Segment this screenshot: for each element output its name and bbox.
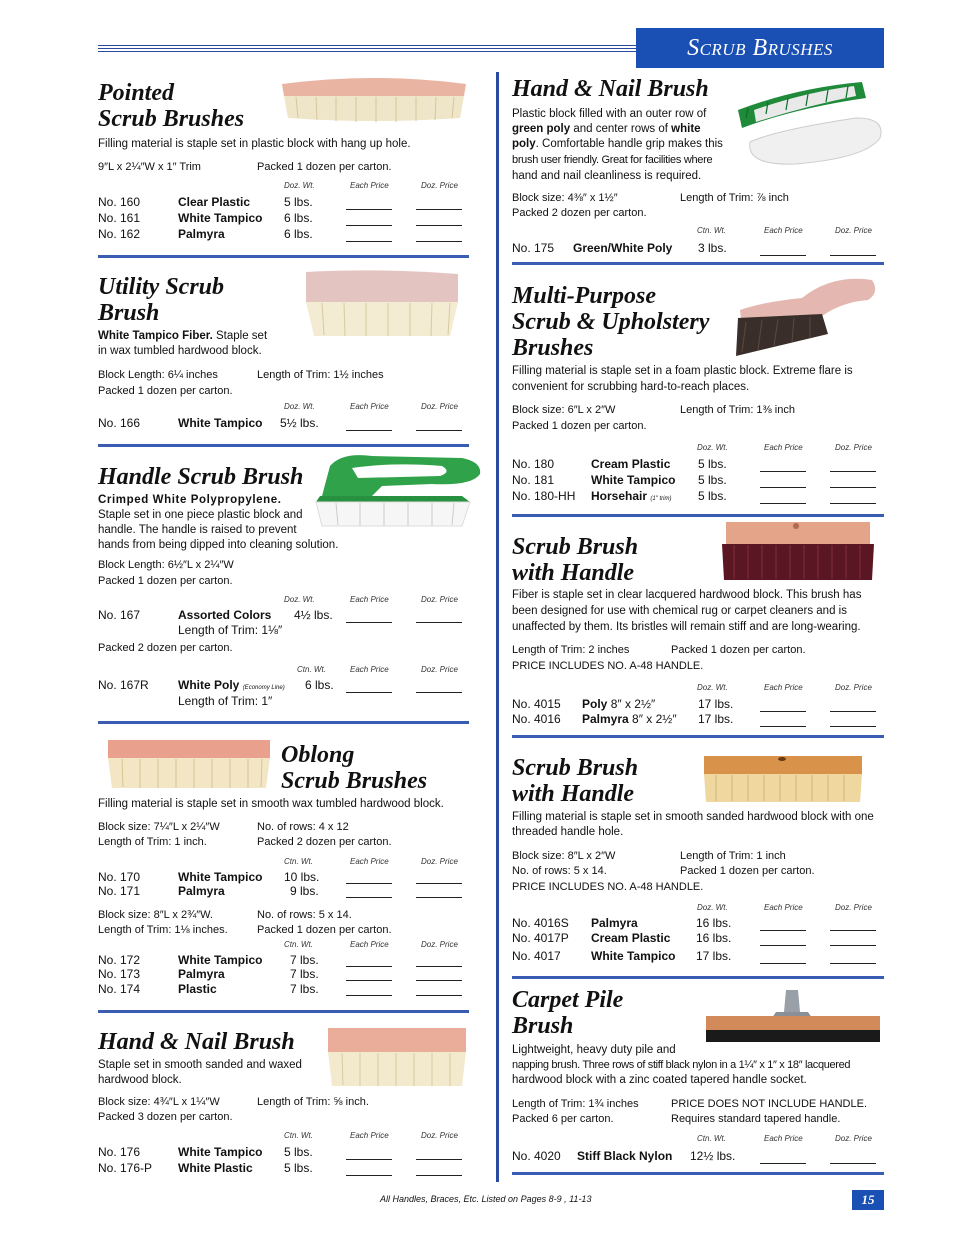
- doz-price-blank[interactable]: [416, 622, 462, 623]
- product-weight: 9 lbs.: [290, 884, 319, 898]
- section-rule: [512, 976, 884, 979]
- table-row: No. 162: [98, 227, 141, 241]
- scrubhandle2-desc1: Filling material is staple set in smooth sanded hardwood block with one: [512, 811, 874, 823]
- handnail2-desc1: Staple set in smooth sanded and waxed: [98, 1059, 302, 1071]
- col-header-doz: Doz. Price: [421, 940, 458, 949]
- col-header-doz: Doz. Price: [835, 226, 872, 235]
- col-header-wt: Ctn. Wt.: [697, 1134, 726, 1143]
- product-weight: 16 lbs.: [696, 916, 732, 930]
- each-price-blank[interactable]: [760, 487, 806, 488]
- table-row: No. 170: [98, 870, 141, 884]
- doz-price-blank[interactable]: [416, 225, 462, 226]
- col-header-wt: Doz. Wt.: [284, 595, 315, 604]
- each-price-blank[interactable]: [760, 1163, 806, 1164]
- product-weight: 5 lbs.: [284, 1161, 313, 1175]
- product-weight: 16 lbs.: [696, 931, 732, 945]
- scrubhandle1-trim: Length of Trim: 2 inches: [512, 644, 630, 656]
- product-name: Clear Plastic: [178, 195, 251, 209]
- carpet-desc3: hardwood block with a zinc coated tapered handle socket.: [512, 1074, 807, 1086]
- carpet-trim: Length of Trim: 1¾ inches: [512, 1098, 639, 1110]
- col-header-each: Each Price: [350, 857, 389, 866]
- col-header-doz: Doz. Price: [835, 683, 872, 692]
- col-header-each: Each Price: [764, 1134, 803, 1143]
- pointed-packed: Packed 1 dozen per carton.: [257, 161, 392, 173]
- handnail1-packed: Packed 2 dozen per carton.: [512, 207, 647, 219]
- oblong-brush-image: [104, 736, 274, 792]
- section-rule: [512, 735, 884, 738]
- handnail2-packed: Packed 3 dozen per carton.: [98, 1111, 233, 1123]
- handnail2-spec: Block size: 4¾″L x 1¼″W: [98, 1096, 220, 1108]
- handnail1-desc1: Plastic block filled with an outer row of: [512, 108, 707, 120]
- product-weight: 6 lbs.: [305, 678, 334, 692]
- table-row: No. 180: [512, 457, 555, 471]
- oblong-spec2: Block size: 8″L x 2¾″W.: [98, 909, 213, 921]
- handle-title: Handle Scrub Brush: [98, 464, 304, 490]
- product-name: Palmyra: [178, 227, 225, 241]
- scrubhandle1-desc3: unaffected by them. Its bristles will remain stiff and are long-wearing.: [512, 621, 861, 633]
- col-header-doz: Doz. Price: [421, 1131, 458, 1140]
- product-weight: 10 lbs.: [284, 870, 320, 884]
- section-rule: [98, 255, 469, 258]
- product-name: Cream Plastic: [591, 457, 671, 471]
- product-name: Cream Plastic: [591, 931, 671, 945]
- product-name: White Tampico: [178, 953, 263, 967]
- pointed-title: Pointed Scrub Brushes: [98, 80, 245, 132]
- col-header-each: Each Price: [764, 226, 803, 235]
- handle-brush-image: [312, 452, 484, 530]
- oblong-packed: Packed 2 dozen per carton.: [257, 836, 392, 848]
- each-price-blank[interactable]: [346, 241, 392, 242]
- section-rule: [512, 514, 884, 517]
- product-name: White Tampico: [178, 1145, 263, 1159]
- table-row: No. 171: [98, 884, 141, 898]
- pointed-spec: 9″L x 2¼″W x 1″ Trim: [98, 161, 201, 173]
- product-name: Horsehair (1″ trim): [591, 489, 672, 503]
- product-name: White Tampico: [591, 949, 676, 963]
- scrubhandle2-title: Scrub Brush with Handle: [512, 755, 639, 807]
- product-weight: 17 lbs.: [696, 949, 732, 963]
- each-price-blank[interactable]: [760, 255, 806, 256]
- handnail1-brush-image: [736, 78, 884, 170]
- col-header-doz: Doz. Price: [421, 857, 458, 866]
- product-trim: Length of Trim: 1″: [178, 694, 273, 708]
- handnail2-desc2: hardwood block.: [98, 1074, 182, 1086]
- table-row: No. 175: [512, 241, 555, 255]
- col-header-wt: Doz. Wt.: [697, 443, 728, 452]
- utility-desc2: in wax tumbled hardwood block.: [98, 345, 262, 357]
- utility-trim: Length of Trim: 1½ inches: [257, 369, 384, 381]
- multi-spec: Block size: 6″L x 2″W: [512, 404, 616, 416]
- each-price-blank[interactable]: [760, 726, 806, 727]
- doz-price-blank[interactable]: [830, 963, 876, 964]
- col-header-wt: Ctn. Wt.: [297, 665, 326, 674]
- product-weight: 5 lbs.: [284, 1145, 313, 1159]
- doz-price-blank[interactable]: [416, 897, 462, 898]
- section-rule: [98, 1010, 469, 1013]
- column-divider: [496, 72, 499, 1182]
- scrubhandle1-desc2: been designed for use with chemical rug or carpet cleaners and is: [512, 605, 847, 617]
- handnail1-desc4: brush user friendly. Great for facilities where: [512, 154, 713, 166]
- each-price-blank[interactable]: [346, 966, 392, 967]
- table-row: No. 4017P: [512, 931, 569, 945]
- product-weight: 3 lbs.: [698, 241, 727, 255]
- handnail1-trim: Length of Trim: ⅞ inch: [680, 192, 789, 204]
- handnail2-trim: Length of Trim: ⅝ inch.: [257, 1096, 369, 1108]
- col-header-wt: Doz. Wt.: [697, 683, 728, 692]
- oblong-trim: Length of Trim: 1 inch.: [98, 836, 207, 848]
- doz-price-blank[interactable]: [416, 995, 462, 996]
- product-name: Stiff Black Nylon: [577, 1149, 673, 1163]
- product-name: Palmyra 8″ x 2½″: [582, 712, 677, 726]
- product-weight: 5 lbs.: [698, 473, 727, 487]
- doz-price-blank[interactable]: [416, 692, 462, 693]
- doz-price-blank[interactable]: [830, 711, 876, 712]
- col-header-doz: Doz. Price: [421, 181, 458, 190]
- carpet-desc2: napping brush. Three rows of stiff black nylon in a 1¼″ x 1″ x 18″ lacquered: [512, 1059, 851, 1071]
- product-weight: 17 lbs.: [698, 712, 734, 726]
- scrubhandle2-price-note: PRICE INCLUDES NO. A-48 HANDLE.: [512, 881, 704, 893]
- col-header-wt: Doz. Wt.: [284, 181, 315, 190]
- handnail1-desc3: poly. Comfortable handle grip makes this: [512, 138, 723, 150]
- page-number: 15: [852, 1190, 884, 1210]
- table-row: No. 167: [98, 608, 141, 622]
- each-price-blank[interactable]: [760, 930, 806, 931]
- product-weight: 12½ lbs.: [690, 1149, 736, 1163]
- table-row: No. 176: [98, 1145, 141, 1159]
- product-weight: 4½ lbs.: [294, 608, 333, 622]
- oblong-desc: Filling material is staple set in smooth wax tumbled hardwood block.: [98, 798, 444, 810]
- product-weight: 5 lbs.: [698, 489, 727, 503]
- pointed-desc: Filling material is staple set in plastic block with hang up hole.: [98, 138, 411, 150]
- col-header-each: Each Price: [350, 665, 389, 674]
- handnail2-title: Hand & Nail Brush: [98, 1029, 295, 1055]
- doz-price-blank[interactable]: [830, 1163, 876, 1164]
- doz-price-blank[interactable]: [830, 930, 876, 931]
- scrubhandle1-desc1: Fiber is staple set in clear lacquered hardwood block. This brush has: [512, 589, 862, 601]
- table-row: No. 166: [98, 416, 141, 430]
- product-weight: 7 lbs.: [290, 953, 319, 967]
- scrubhandle1-brush-image: [718, 520, 878, 582]
- col-header-doz: Doz. Price: [421, 665, 458, 674]
- col-header-wt: Ctn. Wt.: [284, 1131, 313, 1140]
- each-price-blank[interactable]: [760, 945, 806, 946]
- table-row: No. 4016: [512, 712, 561, 726]
- product-weight: 6 lbs.: [284, 227, 313, 241]
- product-name: White Tampico: [591, 473, 676, 487]
- handle-spec: Block Length: 6½″L x 2¼″W: [98, 559, 234, 571]
- table-row: No. 173: [98, 967, 141, 981]
- doz-price-blank[interactable]: [416, 883, 462, 884]
- each-price-blank[interactable]: [760, 503, 806, 504]
- multi-brush-image: [732, 272, 882, 360]
- oblong-rows2: No. of rows: 5 x 14.: [257, 909, 352, 921]
- product-weight: 7 lbs.: [290, 982, 319, 996]
- multi-packed: Packed 1 dozen per carton.: [512, 420, 647, 432]
- col-header-doz: Doz. Price: [835, 903, 872, 912]
- table-row: No. 161: [98, 211, 141, 225]
- col-header-wt: Ctn. Wt.: [284, 940, 313, 949]
- oblong-rows: No. of rows: 4 x 12: [257, 821, 349, 833]
- multi-desc2: convenient for scrubbing hard-to-reach places.: [512, 381, 750, 393]
- each-price-blank[interactable]: [760, 711, 806, 712]
- scrubhandle1-price-note: PRICE INCLUDES NO. A-48 HANDLE.: [512, 660, 704, 672]
- col-header-each: Each Price: [764, 903, 803, 912]
- section-rule: [98, 444, 469, 447]
- col-header-each: Each Price: [350, 1131, 389, 1140]
- scrubhandle2-trim: Length of Trim: 1 inch: [680, 850, 786, 862]
- utility-desc: White Tampico Fiber. Staple set: [98, 330, 268, 342]
- oblong-spec: Block size: 7¼″L x 2¼″W: [98, 821, 220, 833]
- doz-price-blank[interactable]: [830, 945, 876, 946]
- product-weight: 7 lbs.: [290, 967, 319, 981]
- table-row: No. 4015: [512, 697, 561, 711]
- handnail2-brush-image: [324, 1022, 470, 1090]
- col-header-each: Each Price: [350, 402, 389, 411]
- each-price-blank[interactable]: [346, 225, 392, 226]
- multi-trim: Length of Trim: 1⅜ inch: [680, 404, 795, 416]
- doz-price-blank[interactable]: [416, 430, 462, 431]
- handle-desc2: handle. The handle is raised to prevent: [98, 524, 297, 536]
- pointed-brush-image: [276, 74, 472, 124]
- section-rule: [98, 721, 469, 724]
- scrubhandle1-packed: Packed 1 dozen per carton.: [671, 644, 806, 656]
- each-price-blank[interactable]: [346, 622, 392, 623]
- scrubhandle2-desc2: threaded handle hole.: [512, 826, 624, 838]
- scrubhandle2-brush-image: [700, 754, 866, 804]
- handnail1-spec: Block size: 4⅜″ x 1½″: [512, 192, 618, 204]
- product-name: Assorted Colors: [178, 608, 272, 622]
- handnail1-desc2: green poly and center rows of white: [512, 123, 701, 135]
- oblong-packed2: Packed 1 dozen per carton.: [257, 924, 392, 936]
- product-trim: Length of Trim: 1⅛″: [178, 623, 283, 637]
- scrubhandle2-spec: Block size: 8″L x 2″W: [512, 850, 616, 862]
- handle-desc1: Staple set in one piece plastic block and: [98, 509, 303, 521]
- doz-price-blank[interactable]: [830, 726, 876, 727]
- doz-price-blank[interactable]: [416, 1159, 462, 1160]
- page-title: Scrub Brushes: [636, 28, 884, 68]
- each-price-blank[interactable]: [760, 963, 806, 964]
- each-price-blank[interactable]: [346, 209, 392, 210]
- scrubhandle1-title: Scrub Brush with Handle: [512, 534, 639, 586]
- col-header-each: Each Price: [350, 595, 389, 604]
- multi-title: Multi-Purpose Scrub & Upholstery Brushes: [512, 283, 710, 361]
- handle-packed2: Packed 2 dozen per carton.: [98, 642, 233, 654]
- col-header-each: Each Price: [350, 181, 389, 190]
- handle-desc-bold: Crimped White Polypropylene.: [98, 494, 282, 506]
- product-weight: 5 lbs.: [698, 457, 727, 471]
- col-header-wt: Doz. Wt.: [284, 402, 315, 411]
- section-rule: [512, 1172, 884, 1175]
- each-price-blank[interactable]: [760, 471, 806, 472]
- footer-note: All Handles, Braces, Etc. Listed on Pages 8-9 , 11-13: [380, 1194, 592, 1204]
- doz-price-blank[interactable]: [416, 241, 462, 242]
- product-name: Poly 8″ x 2½″: [582, 697, 656, 711]
- doz-price-blank[interactable]: [830, 503, 876, 504]
- col-header-doz: Doz. Price: [421, 402, 458, 411]
- carpet-title: Carpet Pile Brush: [512, 987, 624, 1039]
- carpet-price-note: PRICE DOES NOT INCLUDE HANDLE.: [671, 1098, 868, 1110]
- header-rule: [98, 45, 638, 53]
- product-name: Green/White Poly: [573, 241, 673, 255]
- table-row: No. 4020: [512, 1149, 561, 1163]
- doz-price-blank[interactable]: [830, 471, 876, 472]
- oblong-trim2: Length of Trim: 1⅛ inches.: [98, 924, 228, 936]
- table-row: No. 172: [98, 953, 141, 967]
- product-name: Palmyra: [178, 967, 225, 981]
- product-weight: 6 lbs.: [284, 211, 313, 225]
- utility-title: Utility Scrub Brush: [98, 274, 225, 326]
- table-row: No. 180-HH: [512, 489, 576, 503]
- oblong-title: Oblong Scrub Brushes: [281, 742, 428, 794]
- product-weight: 17 lbs.: [698, 697, 734, 711]
- handle-packed: Packed 1 dozen per carton.: [98, 575, 233, 587]
- product-name: Palmyra: [178, 884, 225, 898]
- doz-price-blank[interactable]: [416, 980, 462, 981]
- table-row: No. 174: [98, 982, 141, 996]
- product-name: White Tampico: [178, 870, 263, 884]
- carpet-desc1: Lightweight, heavy duty pile and: [512, 1044, 676, 1056]
- each-price-blank[interactable]: [346, 897, 392, 898]
- table-row: No. 160: [98, 195, 141, 209]
- each-price-blank[interactable]: [346, 1159, 392, 1160]
- product-name: White Plastic: [178, 1161, 253, 1175]
- table-row: No. 4016S: [512, 916, 569, 930]
- product-name: Plastic: [178, 982, 217, 996]
- handnail1-desc5: hand and nail cleanliness is required.: [512, 170, 702, 182]
- col-header-wt: Ctn. Wt.: [697, 226, 726, 235]
- each-price-blank[interactable]: [346, 692, 392, 693]
- col-header-doz: Doz. Price: [421, 595, 458, 604]
- product-weight: 5 lbs.: [284, 195, 313, 209]
- col-header-wt: Doz. Wt.: [697, 903, 728, 912]
- col-header-doz: Doz. Price: [835, 443, 872, 452]
- multi-desc1: Filling material is staple set in a foam plastic block. Extreme flare is: [512, 365, 853, 377]
- col-header-wt: Ctn. Wt.: [284, 857, 313, 866]
- doz-price-blank[interactable]: [830, 487, 876, 488]
- table-row: No. 176-P: [98, 1161, 153, 1175]
- utility-packed: Packed 1 dozen per carton.: [98, 385, 233, 397]
- each-price-blank[interactable]: [346, 1175, 392, 1176]
- doz-price-blank[interactable]: [416, 209, 462, 210]
- each-price-blank[interactable]: [346, 430, 392, 431]
- product-weight: 5½ lbs.: [280, 416, 319, 430]
- carpet-handle-note: Requires standard tapered handle.: [671, 1113, 841, 1125]
- utility-spec: Block Length: 6¼ inches: [98, 369, 218, 381]
- table-row: No. 181: [512, 473, 555, 487]
- table-row: No. 4017: [512, 949, 561, 963]
- doz-price-blank[interactable]: [416, 1175, 462, 1176]
- scrubhandle2-rows: No. of rows: 5 x 14.: [512, 865, 607, 877]
- doz-price-blank[interactable]: [416, 966, 462, 967]
- each-price-blank[interactable]: [346, 995, 392, 996]
- handnail1-title: Hand & Nail Brush: [512, 76, 709, 102]
- utility-brush-image: [300, 268, 464, 340]
- handle-desc3: hands from being dipped into cleaning solution.: [98, 539, 339, 551]
- doz-price-blank[interactable]: [830, 255, 876, 256]
- product-name: White Poly (Economy Line): [178, 678, 285, 692]
- col-header-each: Each Price: [350, 940, 389, 949]
- each-price-blank[interactable]: [346, 980, 392, 981]
- product-name: White Tampico: [178, 416, 263, 430]
- carpet-brush-image: [702, 988, 884, 1044]
- product-name: Palmyra: [591, 916, 638, 930]
- col-header-each: Each Price: [764, 443, 803, 452]
- each-price-blank[interactable]: [346, 883, 392, 884]
- scrubhandle2-packed: Packed 1 dozen per carton.: [680, 865, 815, 877]
- section-rule: [512, 262, 884, 265]
- col-header-doz: Doz. Price: [835, 1134, 872, 1143]
- table-row: No. 167R: [98, 678, 149, 692]
- col-header-each: Each Price: [764, 683, 803, 692]
- carpet-packed: Packed 6 per carton.: [512, 1113, 614, 1125]
- product-name: White Tampico: [178, 211, 263, 225]
